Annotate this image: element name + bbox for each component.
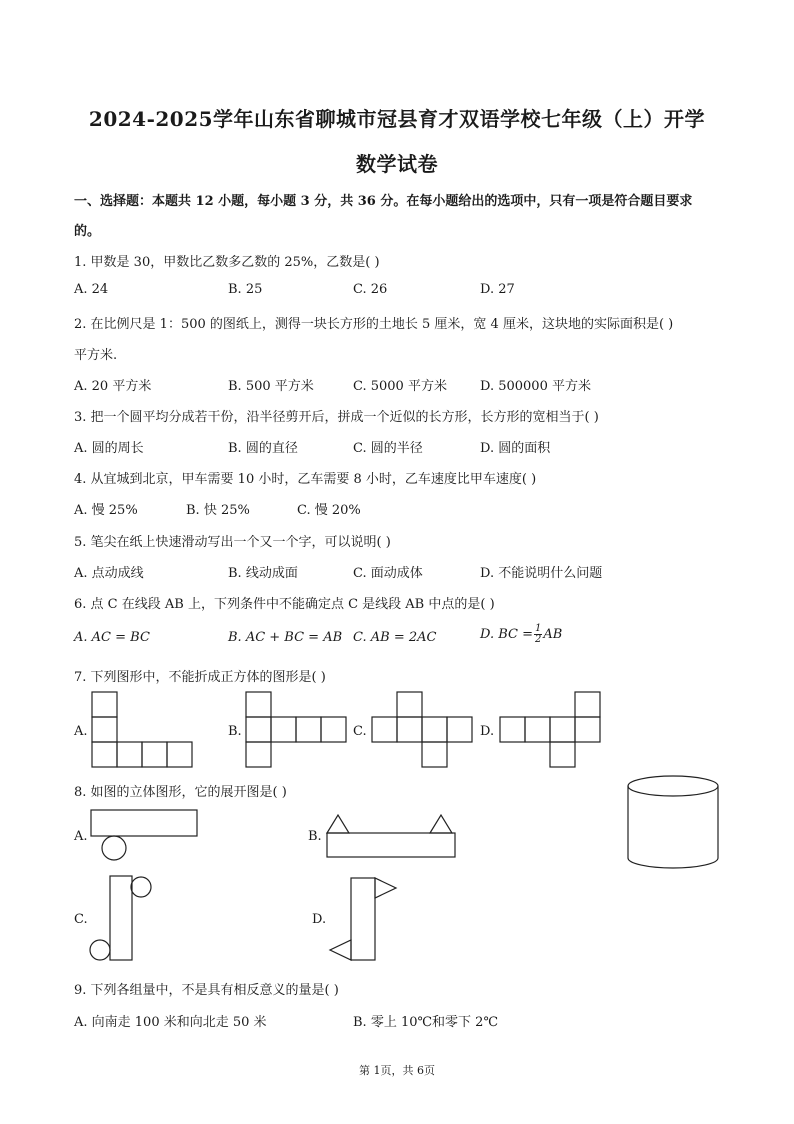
- fraction-numerator: 1: [535, 623, 542, 634]
- question-6-stem: 6. 点 C 在线段 AB 上，下列条件中不能确定点 C 是线段 AB 中点的是( ): [74, 597, 495, 612]
- q8-option-c: C.: [74, 912, 88, 927]
- question-3-stem: 3. 把一个圆平均分成若干份，沿半径剪开后，拼成一个近似的长方形，长方形的宽相当于( ): [74, 410, 599, 425]
- q5-option-a: A. 点动成线: [74, 566, 144, 581]
- q8-net-d: [330, 878, 396, 960]
- q2-option-d: D. 500000 平方米: [480, 379, 591, 394]
- q6-option-c: C. AB = 2AC: [353, 630, 437, 645]
- q7-option-c: C.: [353, 724, 367, 739]
- q1-option-d: D. 27: [480, 282, 515, 297]
- question-1-stem: 1. 甲数是 30，甲数比乙数多乙数的 25%，乙数是( ): [74, 255, 380, 270]
- paper-title-line2: 数学试卷: [356, 152, 438, 176]
- q2-option-c: C. 5000 平方米: [353, 379, 447, 394]
- q4-option-b: B. 快 25%: [186, 503, 250, 518]
- paper-title-line1: 2024-2025学年山东省聊城市冠县育才双语学校七年级（上）开学: [88, 107, 706, 131]
- q3-option-b: B. 圆的直径: [228, 441, 298, 456]
- section-heading: 一、选择题：本题共 12 小题，每小题 3 分，共 36 分。在每小题给出的选项中，只有一项是符合题目要求: [74, 194, 693, 209]
- q4-option-a: A. 慢 25%: [74, 503, 138, 518]
- question-8-stem: 8. 如图的立体图形，它的展开图是( ): [74, 785, 287, 800]
- q8-option-b: B.: [308, 829, 322, 844]
- q7-option-a: A.: [74, 724, 88, 739]
- q5-option-c: C. 面动成体: [353, 566, 423, 581]
- q9-option-a: A. 向南走 100 米和向北走 50 米: [74, 1015, 267, 1030]
- q4-option-c: C. 慢 20%: [297, 503, 361, 518]
- q8-option-a: A.: [74, 829, 88, 844]
- page-footer: 第 1页，共 6页: [359, 1064, 435, 1077]
- q3-option-a: A. 圆的周长: [74, 441, 144, 456]
- q7-net-b: [246, 692, 346, 767]
- q6-option-a: A. AC = BC: [74, 630, 150, 645]
- question-5-stem: 5. 笔尖在纸上快速滑动写出一个又一个字，可以说明( ): [74, 535, 391, 550]
- question-7-stem: 7. 下列图形中，不能折成正方体的图形是( ): [74, 670, 326, 685]
- q2-option-a: A. 20 平方米: [74, 379, 152, 394]
- q5-option-b: B. 线动成面: [228, 566, 298, 581]
- question-9-stem: 9. 下列各组量中，不是具有相反意义的量是( ): [74, 983, 339, 998]
- q7-net-d: [500, 692, 600, 767]
- question-2-stem: 2. 在比例尺是 1：500 的图纸上，测得一块长方形的土地长 5 厘米，宽 4 厘米，这块地的实际面积是( ): [74, 317, 674, 332]
- q7-option-d: D.: [480, 724, 495, 739]
- q3-option-c: C. 圆的半径: [353, 441, 423, 456]
- q8-net-b: [327, 815, 455, 857]
- q3-option-d: D. 圆的面积: [480, 441, 551, 456]
- q1-option-b: B. 25: [228, 282, 263, 297]
- q8-option-d: D.: [312, 912, 327, 927]
- question-2-stem-cont: 平方米.: [74, 348, 118, 363]
- q1-option-a: A. 24: [74, 282, 109, 297]
- q9-option-b: B. 零上 10℃和零下 2℃: [353, 1015, 498, 1030]
- q7-net-c: [372, 692, 472, 767]
- cylinder-figure: [628, 776, 718, 868]
- q7-option-b: B.: [228, 724, 242, 739]
- q6-option-b: B. AC + BC = AB: [228, 630, 343, 645]
- q2-option-b: B. 500 平方米: [228, 379, 314, 394]
- q5-option-d: D. 不能说明什么问题: [480, 566, 603, 581]
- q8-net-c: [90, 876, 151, 960]
- q6-option-d-label: D. BC =: [480, 627, 533, 642]
- q1-option-c: C. 26: [353, 282, 388, 297]
- q8-net-a: [91, 810, 197, 860]
- question-4-stem: 4. 从宜城到北京，甲车需要 10 小时，乙车需要 8 小时，乙车速度比甲车速度( ): [74, 472, 537, 487]
- q6-option-d-suffix: AB: [543, 627, 563, 642]
- fraction-denominator: 2: [535, 634, 542, 645]
- q7-net-a: [92, 692, 192, 767]
- section-heading-cont: 的。: [74, 224, 101, 239]
